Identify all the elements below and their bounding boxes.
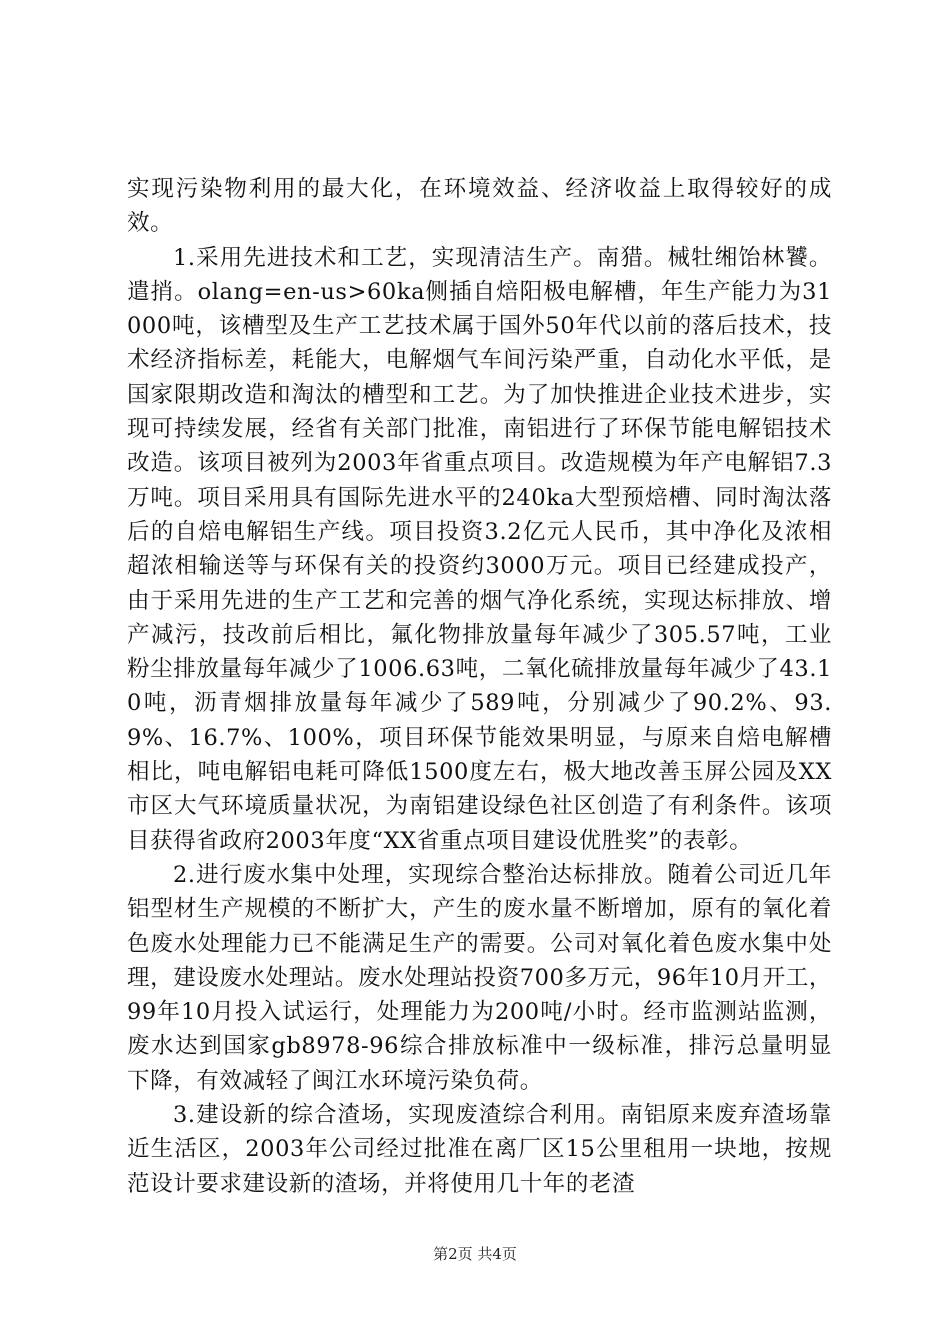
- paragraph-slag-yard: 3.建设新的综合渣场，实现废渣综合利用。南铝原来废弃渣场靠近生活区，2003年公司经过批准在离厂区15公里租用一块地，按规范设计要求建设新的渣场，并将使用几十年的老渣: [127, 1102, 832, 1197]
- paragraph-continuation: 实现污染物利用的最大化，在环境效益、经济收益上取得较好的成效。: [127, 176, 832, 237]
- page-footer: 第2页 共4页: [433, 1245, 517, 1263]
- paragraph-wastewater: 2.进行废水集中处理，实现综合整治达标排放。随着公司近几年铝型材生产规模的不断扩大，产生的废水量不断增加，原有的氧化着色废水处理能力已不能满足生产的需要。公司对氧化着色废水集中处理，建设废水处理站。废水处理站投资700多万元，96年10月开工，99年10月投入试运行，处理能力为200吨/小时。经市监测站监测，废水达到国家gb8978-96综合排放标准中一级标准，排污总量明显下降，有效减轻了闽江水环境污染负荷。: [127, 861, 833, 1094]
- paragraph-clean-production: 1.采用先进技术和工艺，实现清洁生产。南猎。械牡缃饴林饕。遣捎。olang=en-us>60ka侧插自焙阳极电解槽，年生产能力为31000吨，该槽型及生产工艺技术属于国外50年代以前的落后技术，技术经济指标差，耗能大，电解烟气车间污染严重，自动化水平低，是国家限期改造和淘汰的槽型和工艺。为了加快推进企业技术进步，实现可持续发展，经省有关部门批准，南铝进行了环保节能电解铝技术改造。该项目被列为2003年省重点项目。改造规模为年产电解铝7.3万吨。项目采用具有国际先进水平的240ka大型预焙槽、同时淘汰落后的自焙电解铝生产线。项目投资3.2亿元人民币，其中净化及浓相超浓相输送等与环保有关的投资约3000万元。项目已经建成投产，由于采用先进的生产工艺和完善的烟气净化系统，实现达标排放、增产减污，技改前后相比，氟化物排放量每年减少了305.57吨，工业粉尘排放量每年减少了1006.63吨，二氧化硫排放量每年减少了43.10吨，沥青烟排放量每年减少了589吨，分别减少了90.2%、93.9%、16.7%、100%，项目环保节能效果明显，与原来自焙电解槽相比，吨电解铝电耗可降低1500度左右，极大地改善玉屏公园及XX市区大气环境质量状况，为南铝建设绿色社区创造了有利条件。该项目获得省政府2003年度“XX省重点项目建设优胜奖”的表彰。: [127, 244, 832, 854]
- document-body: [127, 172, 832, 1201]
